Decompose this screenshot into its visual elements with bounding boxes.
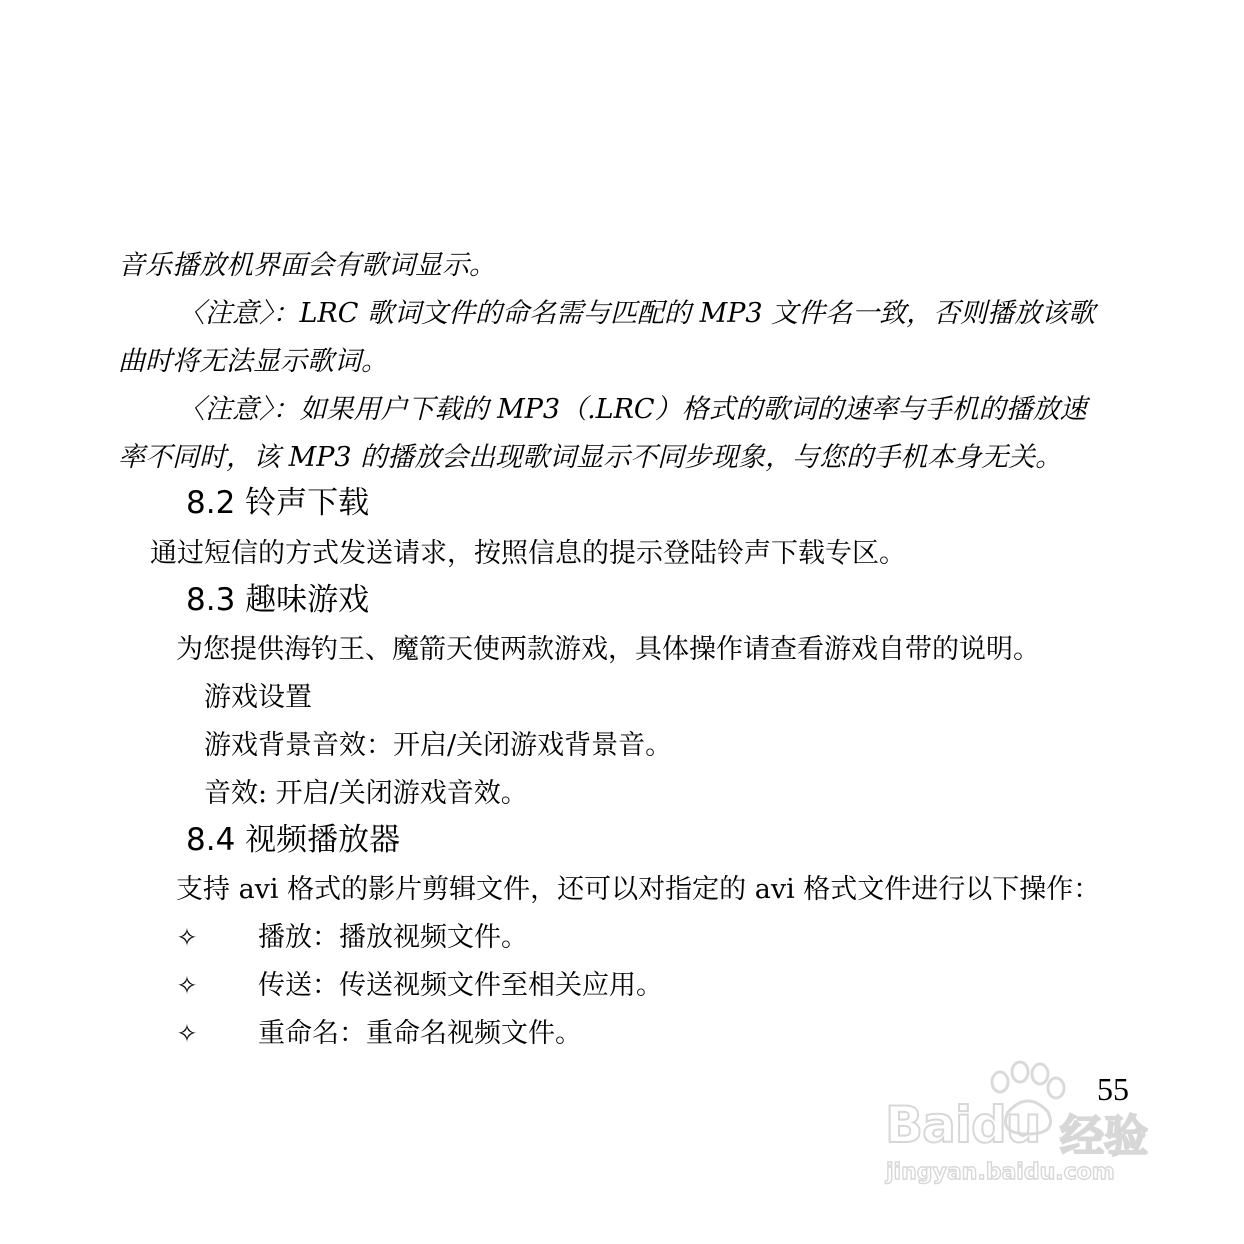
- section-text: 通过短信的方式发送请求，按照信息的提示登陆铃声下载专区。: [150, 538, 906, 569]
- section-text: 支持 avi 格式的影片剪辑文件，还可以对指定的 avi 格式文件进行以下操作：: [176, 874, 1101, 905]
- baidu-watermark: [880, 1060, 1170, 1200]
- note-text-line: 率不同时，该 MP3 的播放会出现歌词显示不同步现象，与您的手机本身无关。: [118, 442, 1063, 473]
- sparkle-bullet-icon: ✧: [176, 971, 198, 1000]
- section-heading-8-4: 8.4 视频播放器: [186, 822, 401, 858]
- section-heading-8-2: 8.2 铃声下载: [186, 485, 370, 521]
- note-text-line: 〈注意〉：LRC 歌词文件的命名需与匹配的 MP3 文件名一致，否则播放该歌: [178, 298, 1096, 329]
- body-text-line: 音乐播放机界面会有歌词显示。: [118, 250, 496, 281]
- watermark-brand: Baidu: [885, 1096, 1041, 1154]
- list-item-text: 传送：传送视频文件至相关应用。: [258, 970, 663, 1001]
- watermark-url: jingyan.baidu.com: [886, 1160, 1115, 1185]
- sparkle-bullet-icon: ✧: [176, 1019, 198, 1048]
- setting-item: 游戏背景音效：开启/关闭游戏背景音。: [204, 730, 673, 761]
- section-heading-8-3: 8.3 趣味游戏: [186, 582, 370, 618]
- list-item-text: 重命名：重命名视频文件。: [258, 1018, 582, 1049]
- page-number: 55: [1097, 1071, 1129, 1107]
- sparkle-bullet-icon: ✧: [176, 923, 198, 952]
- list-item-text: 播放：播放视频文件。: [258, 922, 528, 953]
- setting-item: 音效: 开启/关闭游戏音效。: [204, 778, 528, 809]
- note-text-line: 〈注意〉：如果用户下载的 MP3（.LRC）格式的歌词的速率与手机的播放速: [178, 394, 1087, 425]
- note-text-line: 曲时将无法显示歌词。: [118, 346, 388, 377]
- watermark-label: 经验: [1060, 1111, 1148, 1162]
- settings-title: 游戏设置: [204, 682, 312, 713]
- section-text: 为您提供海钓王、魔箭天使两款游戏，具体操作请查看游戏自带的说明。: [176, 634, 1040, 665]
